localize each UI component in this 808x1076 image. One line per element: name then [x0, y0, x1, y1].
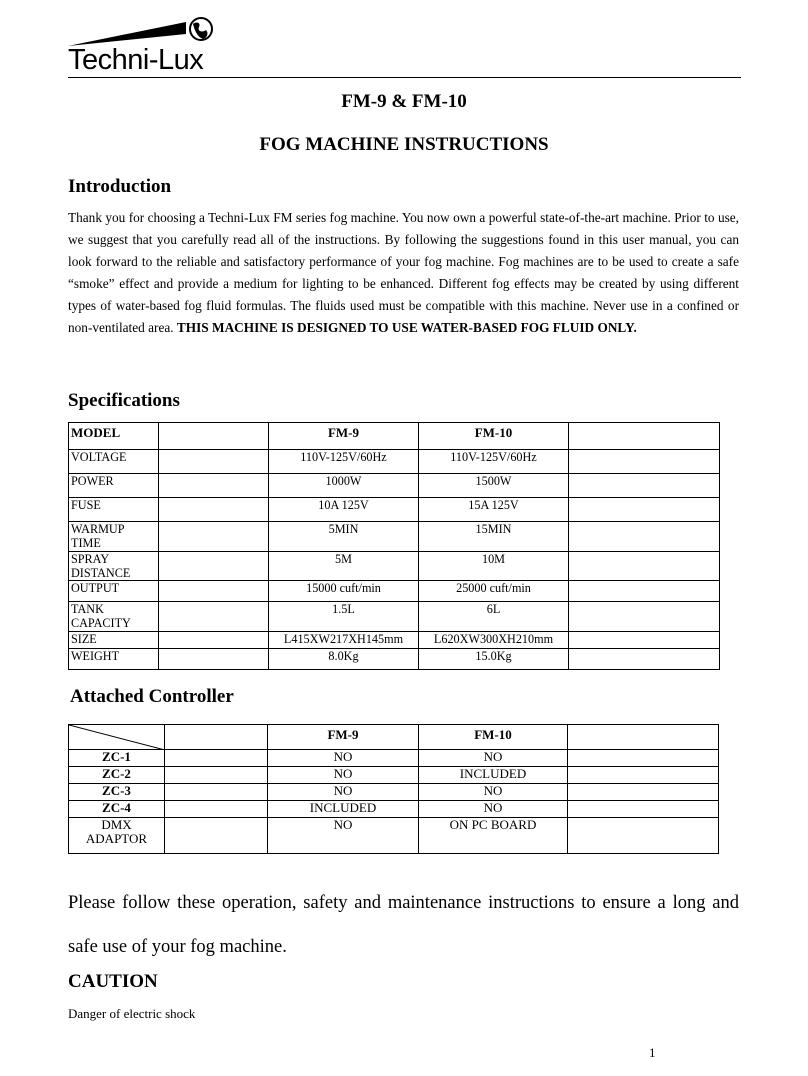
spec-label: POWER	[69, 474, 159, 498]
controller-fm9-value: INCLUDED	[268, 801, 419, 818]
spec-fm9-value: 5MIN	[269, 522, 419, 552]
spec-fm9-value: 5M	[269, 552, 419, 581]
spec-fm10-value: 1500W	[419, 474, 569, 498]
spec-fm9-value: L415XW217XH145mm	[269, 632, 419, 649]
spec-fm10-value: 6L	[419, 602, 569, 632]
controller-fm9-value: NO	[268, 784, 419, 801]
spec-header-blank	[159, 423, 269, 450]
spec-label: WEIGHT	[69, 649, 159, 670]
spec-fm9-value: 8.0Kg	[269, 649, 419, 670]
specifications-heading: Specifications	[68, 390, 180, 411]
introduction-warning: THIS MACHINE IS DESIGNED TO USE WATER-BASED FOG FLUID ONLY.	[176, 320, 637, 335]
spec-label: SPRAY DISTANCE	[69, 552, 159, 581]
spec-header-extra	[569, 423, 720, 450]
controller-fm9-value: NO	[268, 767, 419, 784]
techni-lux-logo	[68, 16, 218, 78]
header-rule	[68, 77, 741, 78]
spec-header-fm9: FM-9	[269, 423, 419, 450]
spec-header-fm10: FM-10	[419, 423, 569, 450]
spec-header-model: MODEL	[69, 423, 159, 450]
table-row	[69, 552, 720, 581]
table-row	[69, 818, 719, 854]
table-row	[69, 801, 719, 818]
spec-fm9-value: 1000W	[269, 474, 419, 498]
logo-wordmark: Techni-Lux	[68, 44, 204, 76]
controller-fm9-value: NO	[268, 818, 419, 854]
controller-fm10-value: ON PC BOARD	[419, 818, 568, 854]
table-row	[69, 498, 720, 522]
controller-label: ZC-3	[69, 784, 165, 801]
page-number: 1	[649, 1045, 656, 1060]
table-row	[69, 522, 720, 552]
controller-label: ZC-2	[69, 767, 165, 784]
controller-header-row	[69, 725, 719, 750]
controller-heading: Attached Controller	[70, 686, 234, 707]
spec-fm9-value: 1.5L	[269, 602, 419, 632]
controller-fm9-value: NO	[268, 750, 419, 767]
spec-fm9-value: 110V-125V/60Hz	[269, 450, 419, 474]
controller-header-fm9: FM-9	[268, 725, 419, 750]
table-row	[69, 474, 720, 498]
controller-fm10-value: NO	[419, 750, 568, 767]
table-row	[69, 632, 720, 649]
spec-fm10-value: 10M	[419, 552, 569, 581]
introduction-heading: Introduction	[68, 176, 172, 197]
spec-fm9-value: 10A 125V	[269, 498, 419, 522]
table-row	[69, 602, 720, 632]
spec-fm10-value: 15MIN	[419, 522, 569, 552]
table-row	[69, 750, 719, 767]
table-row	[69, 450, 720, 474]
controller-label: DMX ADAPTOR	[69, 818, 165, 854]
diagonal-header-cell	[69, 725, 165, 750]
table-row	[69, 784, 719, 801]
caution-text: Danger of electric shock	[68, 1006, 196, 1021]
controller-label: ZC-1	[69, 750, 165, 767]
table-row	[69, 649, 720, 670]
controller-table	[68, 724, 719, 854]
spec-fm9-value: 15000 cuft/min	[269, 581, 419, 602]
table-row	[69, 581, 720, 602]
spec-fm10-value: 15A 125V	[419, 498, 569, 522]
spec-fm10-value: 110V-125V/60Hz	[419, 450, 569, 474]
introduction-paragraph	[68, 207, 739, 339]
controller-header-fm10: FM-10	[419, 725, 568, 750]
specifications-table	[68, 422, 720, 670]
controller-fm10-value: NO	[419, 784, 568, 801]
controller-label: ZC-4	[69, 801, 165, 818]
document-title: FOG MACHINE INSTRUCTIONS	[259, 134, 549, 155]
introduction-body: Thank you for choosing a Techni-Lux FM series fog machine. You now own a powerful state-of-the-art machine. Prior to use, we suggest that you carefully read all of the instructions. By following the suggestions found in this user manual, you can look forward to the reliable and satisfactory performance of your fog machine. Fog machines are to be used to create a safe “smoke” effect and provide a medium for lighting to be enhanced. Different fog effects may be created by using different types of water-based fog fluid formulas. The fluids used must be compatible with this machine. Never use in a confined or non-ventilated area.	[68, 210, 739, 335]
controller-fm10-value: INCLUDED	[419, 767, 568, 784]
spec-fm10-value: 15.0Kg	[419, 649, 569, 670]
spec-header-row	[69, 423, 720, 450]
spec-label: TANK CAPACITY	[69, 602, 159, 632]
spec-label: WARMUP TIME	[69, 522, 159, 552]
spec-label: FUSE	[69, 498, 159, 522]
controller-fm10-value: NO	[419, 801, 568, 818]
table-row	[69, 767, 719, 784]
diagonal-line	[69, 725, 165, 750]
caution-heading: CAUTION	[68, 971, 158, 992]
spec-fm10-value: 25000 cuft/min	[419, 581, 569, 602]
spec-label: OUTPUT	[69, 581, 159, 602]
spec-label: VOLTAGE	[69, 450, 159, 474]
model-title: FM-9 & FM-10	[341, 91, 467, 112]
follow-instructions-text: Please follow these operation, safety and maintenance instructions to ensure a long and safe use of your fog machine.	[68, 893, 739, 957]
spec-label: SIZE	[69, 632, 159, 649]
spec-fm10-value: L620XW300XH210mm	[419, 632, 569, 649]
